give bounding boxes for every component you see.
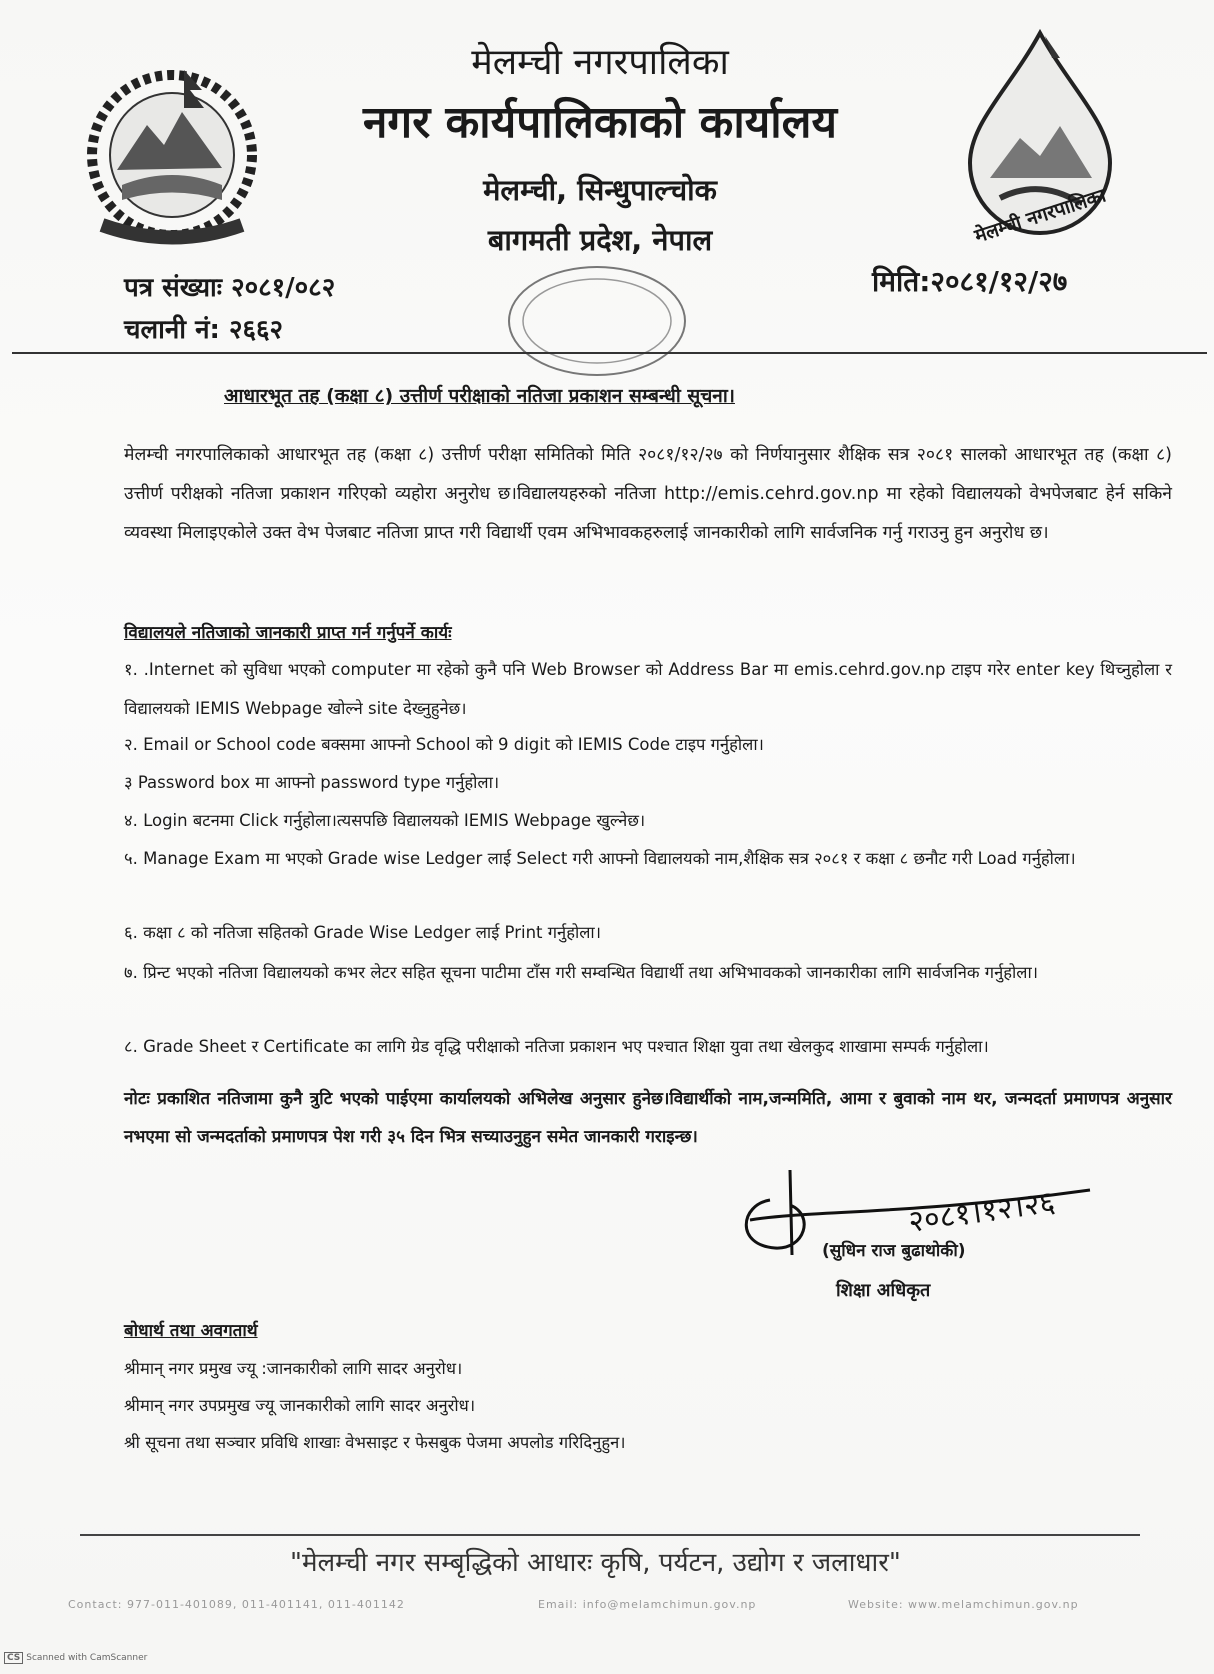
step-7: ७. प्रिन्ट भएको नतिजा विद्यालयको कभर लेटर सहित सूचना पाटीमा टाँस गरी सम्वन्धित विद्यार्थी तथा अभिभावकको जानकारीका लागि सार्वजनिक गर्नुहोला।	[124, 963, 1038, 982]
svg-text:२०८१।१२।२६: २०८१।१२।२६	[906, 1184, 1058, 1240]
address-line-1: मेलम्ची, सिन्धुपाल्चोक	[483, 173, 717, 207]
footer-contact: Contact: 977-011-401089, 011-401141, 011-401142	[68, 1598, 405, 1611]
footer-motto: "मेलम्ची नगर सम्बृद्धिको आधारः कृषि, पर्यटन, उद्योग र जलाधार"	[290, 1548, 901, 1578]
step-8: ८. Grade Sheet र Certificate का लागि ग्रेड वृद्धि परीक्षाको नतिजा प्रकाशन भए पश्चात शिक्षा युवा तथा खेलकुद शाखामा सम्पर्क गर्नुहोला।	[124, 1037, 989, 1056]
office-stamp	[505, 262, 690, 380]
header-divider	[12, 352, 1207, 354]
footer-email: Email: info@melamchimun.gov.np	[538, 1598, 757, 1611]
letter-date: मिति:२०८१/१२/२७	[872, 265, 1068, 298]
step-6: ६. कक्षा ८ को नतिजा सहितको Grade Wise Ledger लाई Print गर्नुहोला।	[124, 923, 601, 942]
scanner-watermark: CS Scanned with CamScanner	[4, 1652, 147, 1664]
cc-item: श्री सूचना तथा सञ्चार प्रविधि शाखाः वेभसाइट र फेसबुक पेजमा अपलोड गरिदिनुहुन।	[124, 1433, 626, 1452]
step-3: ३ Password box मा आफ्नो password type गर्नुहोला।	[124, 773, 500, 792]
step-1: १. .Internet को सुविधा भएको computer मा रहेको कुनै पनि Web Browser को Address Bar मा emis.cehrd.gov.np टाइप गरेर enter key थिच्नुहोला र विद्यालयको IEMIS Webpage खोल्ने site देख्नुहुनेछ।	[124, 660, 1172, 718]
section-heading: विद्यालयले नतिजाको जानकारी प्राप्त गर्न गर्नुपर्ने कार्यः	[124, 623, 452, 643]
subject-line: आधारभूत तह (कक्षा ८) उत्तीर्ण परीक्षाको नतिजा प्रकाशन सम्बन्धी सूचना।	[224, 385, 735, 407]
step-4: ४. Login बटनमा Click गर्नुहोला।त्यसपछि विद्यालयको IEMIS Webpage खुल्नेछ।	[124, 811, 646, 830]
letter-number: पत्र संख्याः २०८१/०८२	[124, 273, 336, 303]
body-paragraph: मेलम्ची नगरपालिकाको आधारभूत तह (कक्षा ८) उत्तीर्ण परीक्षा समितिको मिति २०८१/१२/२७ को निर्णयानुसार शैक्षिक सत्र २०८१ सालको आधारभूत तह (कक्षा ८) उत्तीर्ण परीक्षको नतिजा प्रकाशन गरिएको व्यहोरा अनुरोध छ।विद्यालयहरुको नतिजा http://emis.cehrd.gov.np मा रहेको विद्यालयको वेभपेजबाट हेर्न सकिने व्यवस्था मिलाइएकोले उक्त वेभ पेजबाट नतिजा प्राप्त गरी विद्यार्थी एवम अभिभावकहरुलाई जानकारीको लागि सार्वजनिक गर्नु गराउनु हुन अनुरोध छ।	[124, 445, 1172, 543]
cc-item: श्रीमान् नगर प्रमुख ज्यू :जानकारीको लागि सादर अनुरोध।	[124, 1359, 463, 1378]
nepal-emblem	[72, 60, 272, 245]
address-line-2: बागमती प्रदेश, नेपाल	[487, 223, 713, 257]
office-name: नगर कार्यपालिकाको कार्यालय	[363, 97, 837, 148]
footer-divider	[80, 1534, 1140, 1536]
signatory-name: (सुधिन राज बुढाथोकी)	[822, 1241, 966, 1261]
camscanner-icon: CS	[4, 1652, 23, 1664]
signatory-title: शिक्षा अधिकृत	[836, 1280, 931, 1301]
cc-heading: बोधार्थ तथा अवगतार्थ	[124, 1321, 258, 1341]
dispatch-number: चलानी नं: २६६२	[124, 315, 284, 345]
logo-caption: मेलम्ची नगरपालिका	[971, 184, 1109, 248]
step-5: ५. Manage Exam मा भएको Grade wise Ledger लाई Select गरी आफ्नो विद्यालयको नाम,शैक्षिक सत्र २०८१ र कक्षा ८ छनौट गरी Load गर्नुहोला।	[124, 849, 1076, 868]
note-paragraph: नोटः प्रकाशित नतिजामा कुनै त्रुटि भएको पाईएमा कार्यालयको अभिलेख अनुसार हुनेछ।विद्यार्थीको नाम,जन्ममिति, आमा र बुवाको नाम थर, जन्मदर्ता प्रमाणपत्र अनुसार नभएमा सो जन्मदर्ताको प्रमाणपत्र पेश गरी ३५ दिन भित्र सच्याउनुहुन समेत जानकारी गराइन्छ।	[124, 1089, 1172, 1147]
municipality-name: मेलम्ची नगरपालिका	[471, 42, 729, 83]
cc-item: श्रीमान् नगर उपप्रमुख ज्यू जानकारीको लागि सादर अनुरोध।	[124, 1396, 476, 1415]
footer-website: Website: www.melamchimun.gov.np	[848, 1598, 1079, 1611]
step-2: २. Email or School code बक्समा आफ्नो School को 9 digit को IEMIS Code टाइप गर्नुहोला।	[124, 735, 764, 754]
